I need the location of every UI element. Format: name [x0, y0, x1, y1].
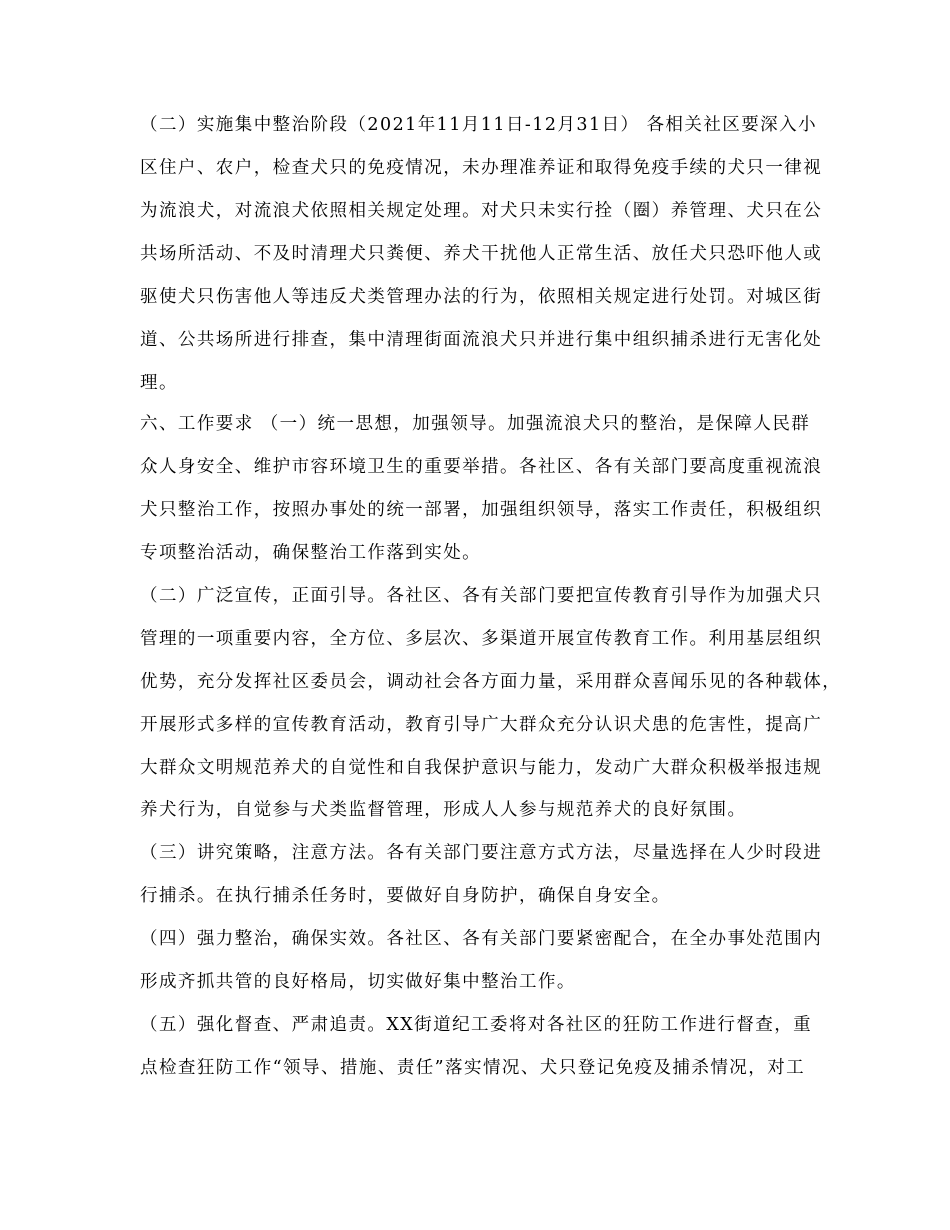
text-line: 管理的一项重要内容，全方位、多层次、多渠道开展宣传教育工作。利用基层组织: [140, 629, 823, 649]
text-line: 开展形式多样的宣传教育活动，教育引导广大群众充分认识犬患的危害性，提高广: [140, 715, 823, 735]
text-line: 犬只整治工作，按照办事处的统一部署，加强组织领导，落实工作责任，积极组织: [140, 500, 823, 520]
text-line: 养犬行为，自觉参与犬类监督管理，形成人人参与规范养犬的良好氛围。: [140, 800, 747, 820]
text-line: 六、工作要求 （一）统一思想，加强领导。加强流浪犬只的整治，是保障人民群: [140, 414, 811, 434]
text-line: 共场所活动、不及时清理犬只粪便、养犬干扰他人正常生活、放任犬只恐吓他人或: [140, 244, 823, 264]
text-line: 为流浪犬，对流浪犬依照相关规定处理。对犬只未实行拴（圈）养管理、犬只在公: [140, 201, 823, 221]
text-line: （四）强力整治，确保实效。各社区、各有关部门要紧密配合，在全办事处范围内: [140, 929, 823, 949]
text-line: （三）讲究策略，注意方法。各有关部门要注意方式方法，尽量选择在人少时段进: [140, 843, 823, 863]
text-line: 区住户、农户，检查犬只的免疫情况，未办理准养证和取得免疫手续的犬只一律视: [140, 158, 823, 178]
text-line: 大群众文明规范养犬的自觉性和自我保护意识与能力，发动广大群众积极举报违规: [140, 758, 823, 778]
text-line: 行捕杀。在执行捕杀任务时，要做好自身防护，确保自身安全。: [140, 886, 671, 906]
text-line: （五）强化督查、严肃追责。XX街道纪工委将对各社区的狂防工作进行督查，重: [140, 1015, 813, 1035]
text-line: 驱使犬只伤害他人等违反犬类管理办法的行为，依照相关规定进行处罚。对城区街: [140, 287, 823, 307]
text-line: （二）实施集中整治阶段（2021年11月11日-12月31日） 各相关社区要深入小: [140, 115, 818, 135]
text-line: 形成齐抓共管的良好格局，切实做好集中整治工作。: [140, 972, 576, 992]
text-line: 点检查狂防工作“领导、措施、责任”落实情况、犬只登记免疫及捕杀情况，对工: [140, 1058, 806, 1078]
text-line: 众人身安全、维护市容环境卫生的重要举措。各社区、各有关部门要高度重视流浪: [140, 457, 823, 477]
text-line: 道、公共场所进行排查，集中清理街面流浪犬只并进行集中组织捕杀进行无害化处: [140, 330, 823, 350]
text-line: 理。: [140, 373, 178, 393]
text-line: （二）广泛宣传，正面引导。各社区、各有关部门要把宣传教育引导作为加强犬只: [140, 586, 823, 606]
text-line: 专项整治活动，确保整治工作落到实处。: [140, 543, 482, 563]
text-line: 优势，充分发挥社区委员会，调动社会各方面力量，采用群众喜闻乐见的各种载体，: [140, 672, 842, 692]
